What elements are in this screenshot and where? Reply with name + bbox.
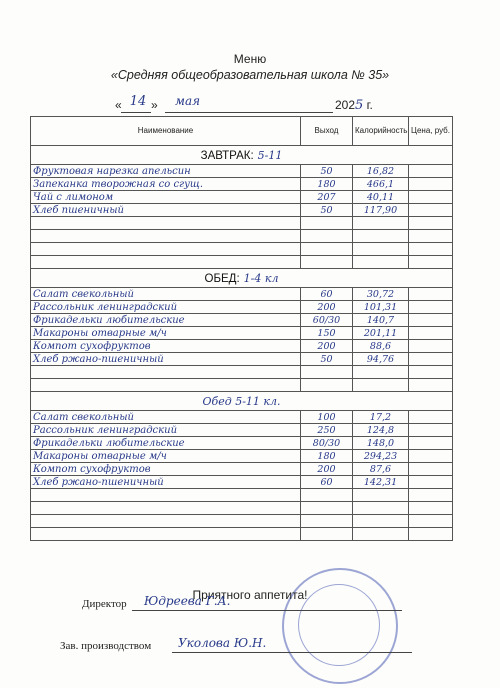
table-row: Рассольник ленинградский 200 101,31 [31,301,453,314]
col-price: Цена, руб. [409,117,453,146]
table-row: Чай с лимоном 207 40,11 [31,191,453,204]
table-row: Хлеб ржано-пшеничный 60 142,31 [31,476,453,489]
empty-row [31,489,453,502]
table-row: Компот сухофруктов 200 88,6 [31,340,453,353]
col-kcal: Калорийность [353,117,409,146]
empty-row [31,243,453,256]
table-row: Компот сухофруктов 200 87,6 [31,463,453,476]
empty-row [31,366,453,379]
manager-signature-line [60,636,267,652]
date-year: 2025 г. [335,98,373,113]
empty-row [31,230,453,243]
table-row: Фрикадельки любительские 80/30 148,0 [31,437,453,450]
empty-row [31,256,453,269]
date-day: 14 [129,94,147,109]
date-close-quote: » [151,98,158,112]
table-row: Хлеб ржано-пшеничный 50 94,76 [31,353,453,366]
empty-row [31,217,453,230]
school-stamp [282,568,398,684]
month-underline [165,112,333,113]
day-underline [121,112,151,113]
table-row: Макароны отварные м/ч 150 201,11 [31,327,453,340]
empty-row [31,379,453,392]
director-signature-line [82,594,231,610]
table-row: Фруктовая нарезка апельсин 50 16,82 [31,165,453,178]
breakfast-header: ЗАВТРАК: 5-11 [31,146,453,165]
table-row: Рассольник ленинградский 250 124,8 [31,424,453,437]
menu-table [30,116,453,541]
director-sign: Юдреева Г.А. [144,594,231,608]
col-yield: Выход [301,117,353,146]
school-name: «Средняя общеобразовательная школа № 35» [110,68,390,82]
table-row: Фрикадельки любительские 60/30 140,7 [31,314,453,327]
director-label: Директор [82,598,127,610]
manager-label: Зав. производством [60,640,152,652]
lunch2-header: Обед 5-11 кл. [31,392,453,411]
appetit-text: Приятного аппетита! [192,588,308,602]
empty-row [31,515,453,528]
empty-row [31,502,453,515]
date-line [115,94,373,113]
table-header-row [31,117,453,146]
manager-sign: Уколова Ю.Н. [178,636,267,650]
table-row: Запеканка творожная со сгущ. 180 466,1 [31,178,453,191]
empty-row [31,528,453,541]
table-row: Салат свекольный 60 30,72 [31,288,453,301]
table-row: Хлеб пшеничный 50 117,90 [31,204,453,217]
table-row: Салат свекольный 100 17,2 [31,411,453,424]
date-month: мая [175,94,201,108]
table-row: Макароны отварные м/ч 180 294,23 [31,450,453,463]
date-open-quote: « [115,98,122,112]
menu-title: Меню [233,52,267,66]
col-name: Наименование [31,117,301,146]
lunch-header: ОБЕД: 1-4 кл [31,269,453,288]
